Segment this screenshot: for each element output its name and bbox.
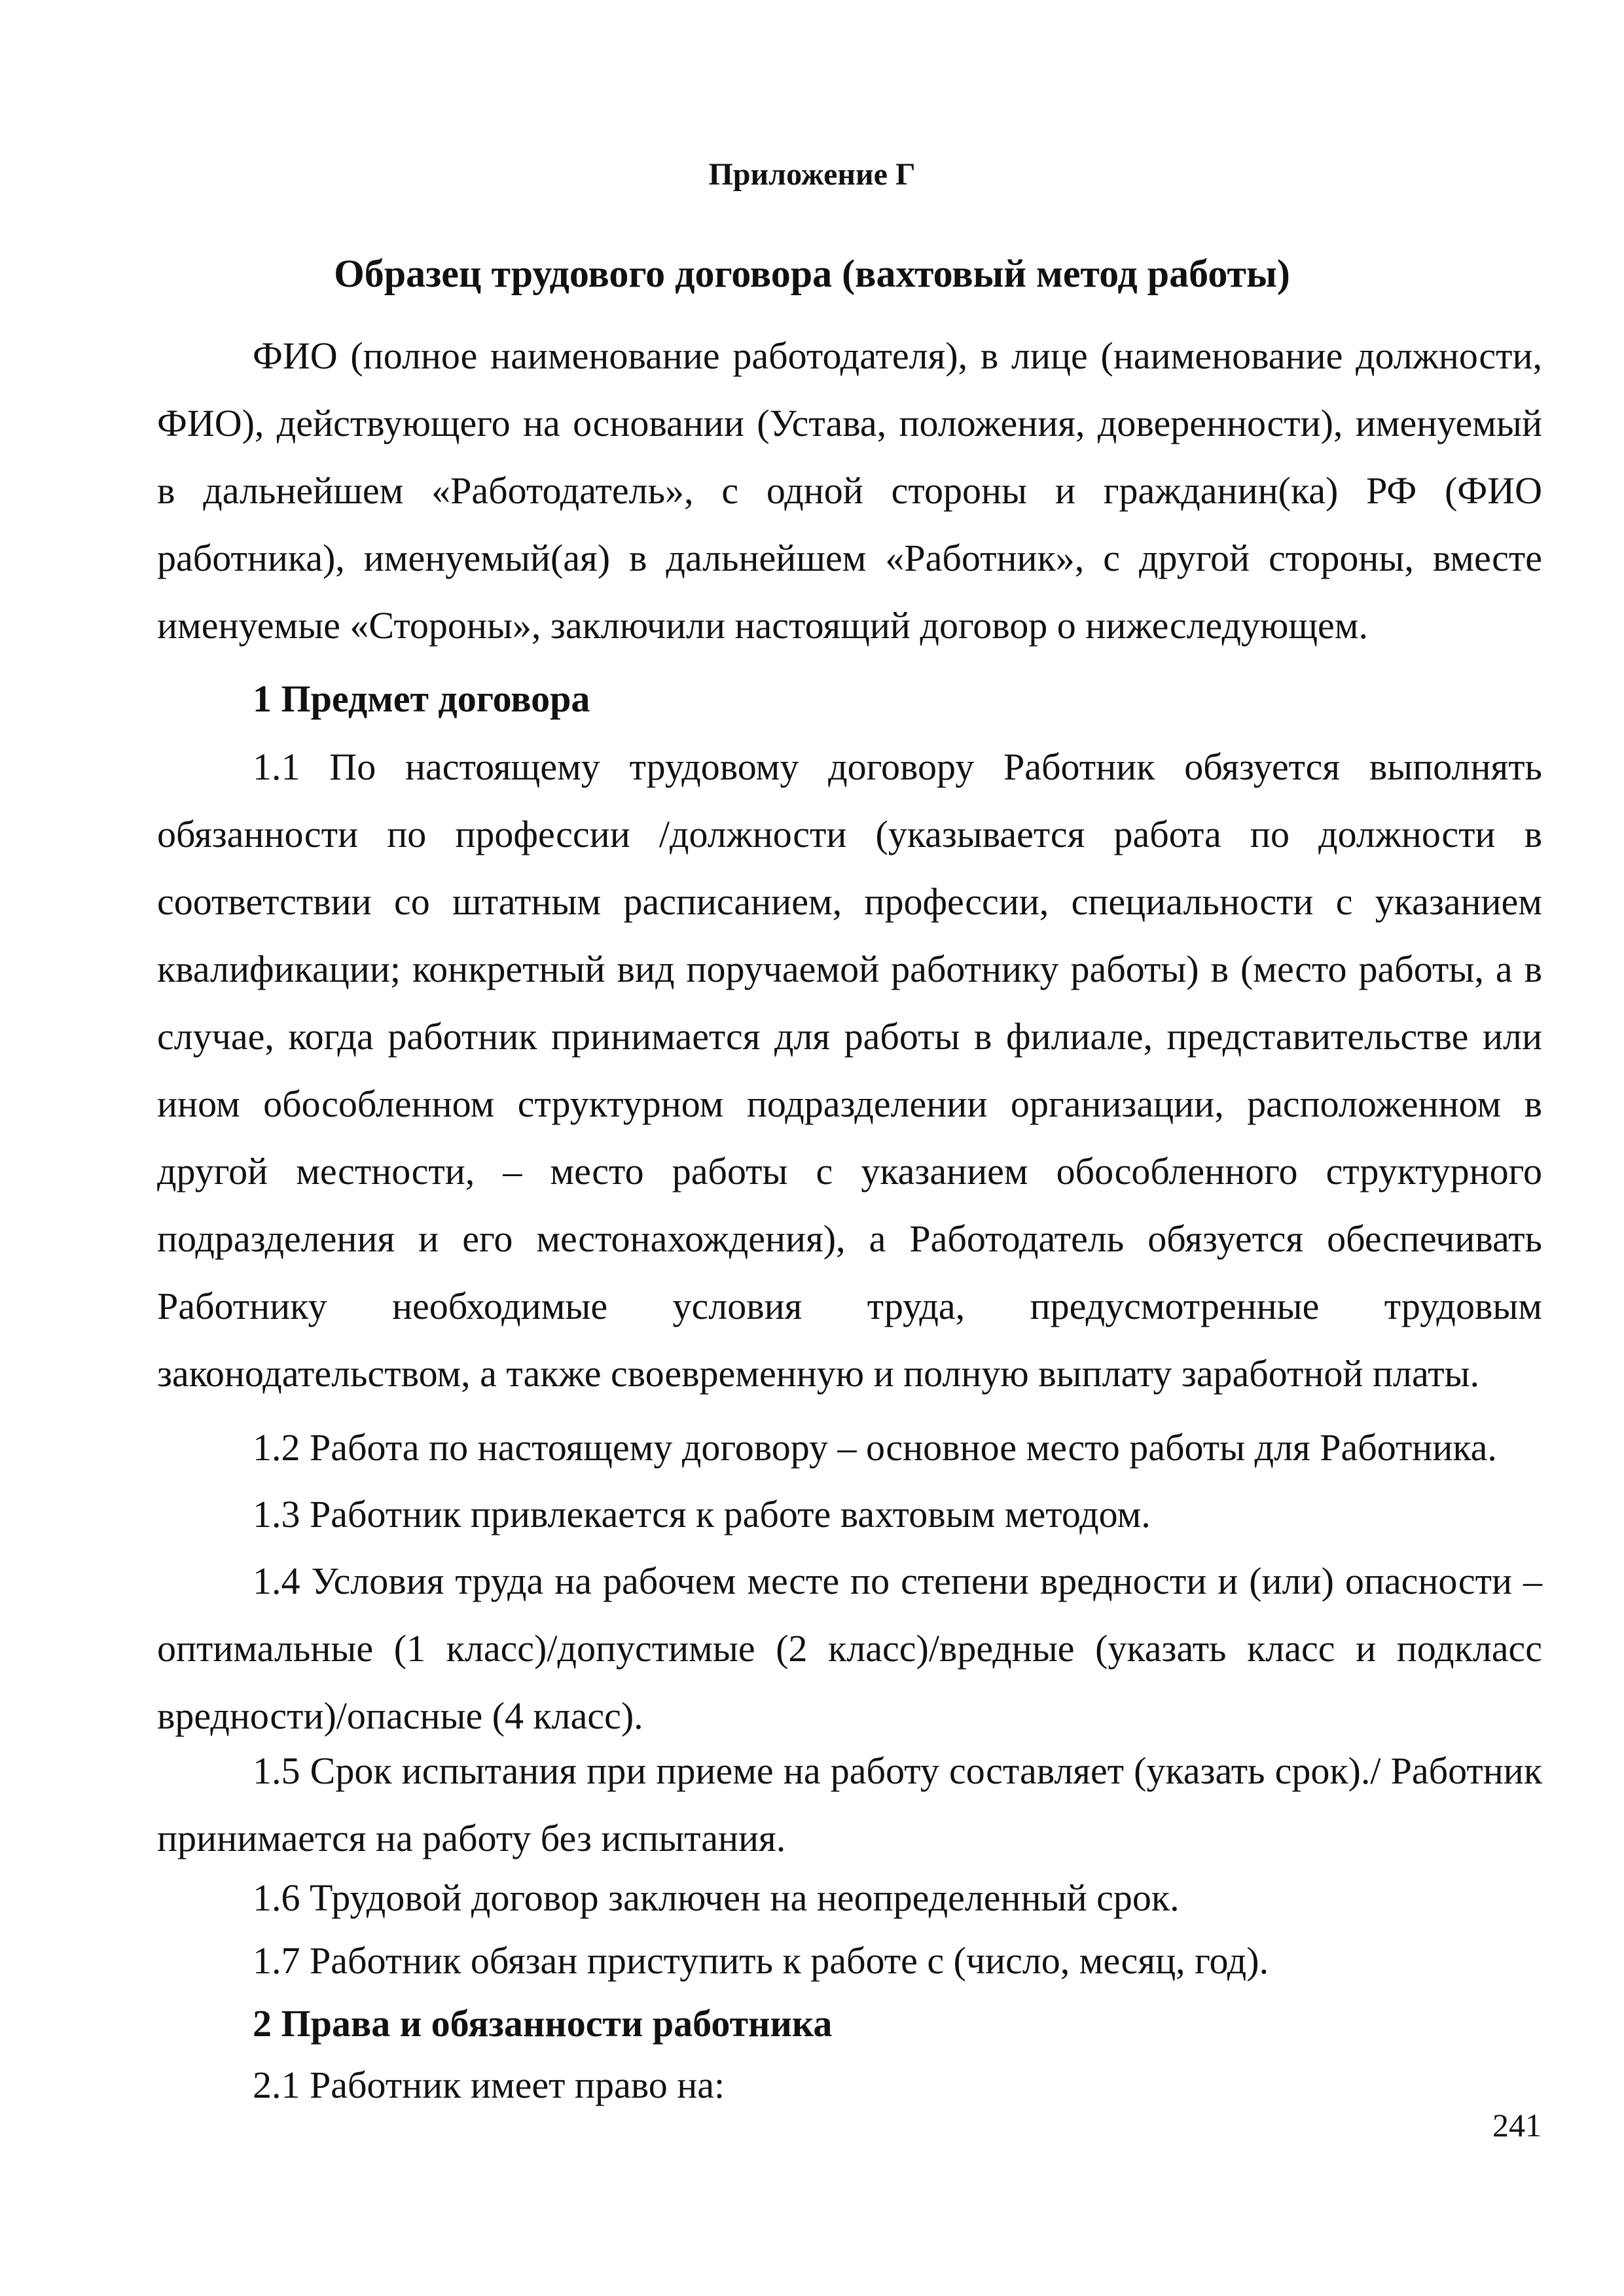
section-2-heading: 2 Права и обязанности работника — [253, 2002, 833, 2045]
clause-2-1-block — [157, 2051, 1542, 2119]
clause-1-7: 1.7 Работник обязан приступить к работе с (число, месяц, год). — [253, 1939, 1269, 1982]
preamble-paragraph: ФИО (полное наименование работодателя), в лице (наименование должности, ФИО), действующего на основании (Устава, положения, доверенности), именуемый в дальнейшем «Работодатель», с одной стороны и гражданин(ка) РФ (ФИО работника), именуемый(ая) в дальнейшем «Работник», с другой стороны, вместе именуемые «Стороны», заключили настоящий договор о нижеследующем. — [157, 334, 1542, 647]
clause-1-4-block — [157, 1547, 1542, 1749]
clause-1-5: 1.5 Срок испытания при приеме на работу составляет (указать срок)./ Работник принимается на работу без испытания. — [157, 1749, 1542, 1859]
clause-1-3: 1.3 Работник привлекается к работе вахтовым методом. — [253, 1493, 1151, 1535]
clause-1-1: 1.1 По настоящему трудовому договору Работник обязуется выполнять обязанности по профессии /должности (указывается работа по должности в соответствии со штатным расписанием, профессии, специальности с указанием квалификации; конкретный вид поручаемой работнику работы) в (место работы, а в случае, когда работник принимается для работы в филиале, представительстве или ином обособленном структурном подразделении организации, расположенном в другой местности, – место работы с указанием обособленного структурного подразделения и его местонахождения), а Работодатель обязуется обеспечивать Работнику необходимые условия труда, предусмотренные трудовым законодательством, а также своевременную и полную выплату заработной платы. — [157, 745, 1542, 1395]
page-number: 241 — [1492, 2107, 1542, 2144]
section-1-heading-block — [157, 665, 1542, 732]
clause-1-2-block — [157, 1414, 1542, 1481]
clause-1-7-block — [157, 1927, 1542, 1994]
clause-1-6: 1.6 Трудовой договор заключен на неопределенный срок. — [253, 1876, 1180, 1919]
section-1-heading: 1 Предмет договора — [253, 677, 590, 720]
clause-1-1-block — [157, 733, 1542, 1407]
clause-1-6-block — [157, 1864, 1542, 1931]
section-2-heading-block — [157, 1990, 1542, 2057]
appendix-label: Приложение Г — [708, 157, 916, 192]
clause-1-2: 1.2 Работа по настоящему договору – основное место работы для Работника. — [253, 1426, 1497, 1469]
clause-1-5-block — [157, 1737, 1542, 1872]
preamble-block — [157, 322, 1542, 659]
document-title: Образец трудового договора (вахтовый метод работы) — [334, 252, 1290, 295]
clause-1-4: 1.4 Условия труда на рабочем месте по степени вредности и (или) опасности – оптимальные (1 класс)/допустимые (2 класс)/вредные (указать класс и подкласс вредности)/опасные (4 класс). — [157, 1560, 1542, 1737]
clause-2-1: 2.1 Работник имеет право на: — [253, 2064, 725, 2106]
clause-1-3-block — [157, 1480, 1542, 1548]
